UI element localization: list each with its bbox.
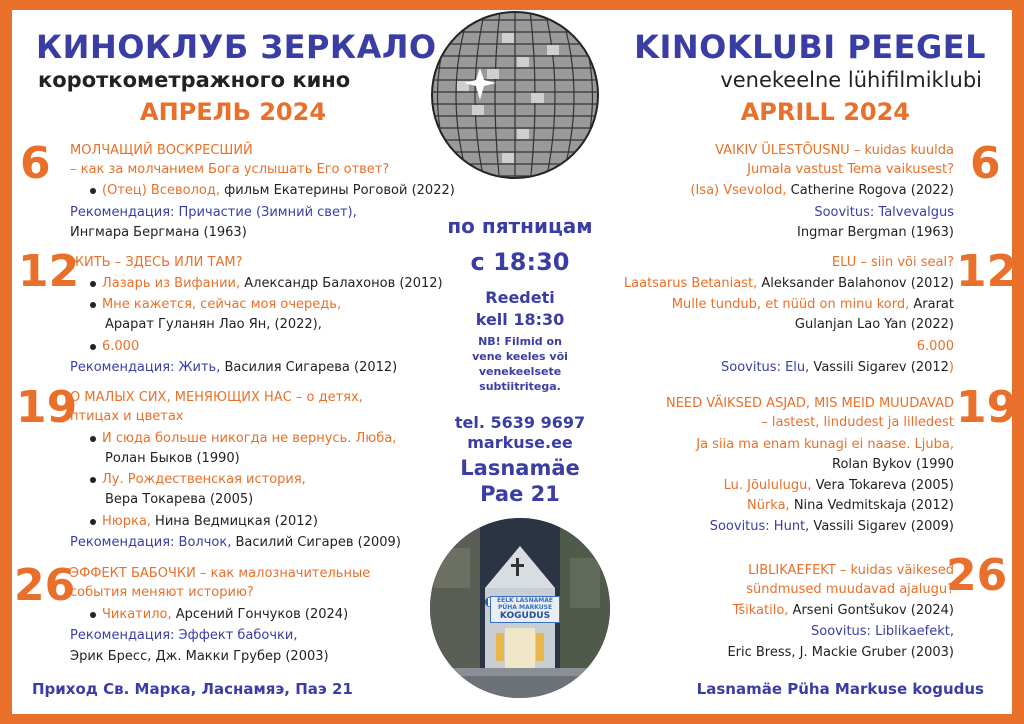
event-12-film2-author-ru: Арарат Гуланян Лао Ян, (2022), bbox=[105, 317, 322, 332]
event-6-film-et: (Isa) Vsevolod, Catherine Rogova (2022) bbox=[690, 183, 954, 198]
event-19-title-ru: О МАЛЫХ СИХ, МЕНЯЮЩИХ НАС – о детях, bbox=[70, 390, 363, 405]
event-26-title-ru: ЭФФЕКТ БАБОЧКИ – как малозначительные bbox=[70, 566, 371, 581]
event-26-subtitle-ru: события меняют историю? bbox=[70, 585, 254, 600]
church-sign: EELK LASNAMÄE PÜHA MARKUSE KOGUDUS bbox=[490, 596, 560, 623]
website: markuse.ee bbox=[467, 433, 573, 452]
event-6-film-ru: (Отец) Всеволод, фильм Екатерины Роговой (2022) bbox=[90, 181, 455, 200]
event-6-rec-author-et: Ingmar Bergman (1963) bbox=[797, 225, 954, 240]
time-ru: с 18:30 bbox=[470, 248, 570, 276]
event-19-title-et: NEED VÄIKSED ASJAD, MIS MEID MUUDAVAD bbox=[665, 396, 954, 411]
day-6-et: 6 bbox=[970, 138, 1001, 189]
bullet-icon bbox=[90, 612, 96, 618]
event-12-film2-author-et: Gulanjan Lao Yan (2022) bbox=[794, 317, 954, 332]
kell: kell 18:30 bbox=[475, 310, 565, 329]
event-26-rec-author-et: Eric Bress, J. Mackie Gruber (2003) bbox=[727, 645, 954, 660]
day-6-ru: 6 bbox=[20, 138, 51, 189]
day-19-ru: 19 bbox=[16, 382, 78, 433]
subtitle-ru: короткометражного кино bbox=[38, 68, 351, 92]
event-26-rec-author-ru: Эрик Бресс, Дж. Макки Грубер (2003) bbox=[70, 649, 329, 664]
event-19-subtitle-ru: птицах и цветах bbox=[70, 409, 184, 424]
bullet-icon bbox=[90, 477, 96, 483]
event-19-rec-ru: Рекомендация: Волчок, Василий Сигарев (2009) bbox=[70, 535, 401, 550]
event-19-film1-ru: И сюда больше никогда не вернусь. Люба, bbox=[90, 429, 396, 448]
event-26-rec-et: Soovitus: Liblikaefekt, bbox=[810, 624, 954, 639]
month-ru: АПРЕЛЬ 2024 bbox=[140, 98, 327, 126]
bullet-icon bbox=[90, 519, 96, 525]
event-19-film2-ru: Лу. Рождественская история, bbox=[90, 470, 306, 489]
bullet-icon bbox=[90, 344, 96, 350]
event-12-film1-ru: Лазарь из Вифании, Александр Балахонов (2012) bbox=[90, 274, 443, 293]
event-26-subtitle-et: sündmused muudavad ajalugu? bbox=[746, 582, 954, 597]
event-19-film2-author-ru: Вера Токарева (2005) bbox=[105, 492, 254, 507]
nb-line1: NB! Filmid on bbox=[478, 335, 562, 348]
event-12-film3-et: 6.000 bbox=[916, 339, 954, 354]
nb-line2: vene keeles või bbox=[472, 350, 568, 363]
event-6-title-et: VAIKIV ÜLESTÕUSNU – kuidas kuulda bbox=[715, 143, 954, 158]
event-12-film2-et: Mulle tundub, et nüüd on minu kord, Ararat bbox=[671, 297, 954, 312]
event-26-film1-ru: Чикатило, Арсений Гончуков (2024) bbox=[90, 605, 348, 624]
footer-et: Lasnamäe Püha Markuse kogudus bbox=[696, 680, 984, 698]
church-photo bbox=[430, 518, 610, 698]
event-19-film2-et: Lu. Jõululugu, Vera Tokareva (2005) bbox=[723, 478, 954, 493]
subtitle-et: venekeelne lühifilmiklubi bbox=[720, 68, 982, 92]
event-6-rec-ru: Рекомендация: Причастие (Зимний свет), bbox=[70, 205, 357, 220]
nb-line3: venekeelsete bbox=[478, 365, 562, 378]
place-line1: Lasnamäe bbox=[460, 456, 580, 480]
day-19-et: 19 bbox=[956, 382, 1018, 433]
poster-content bbox=[12, 10, 1018, 714]
event-19-film1-author-ru: Ролан Быков (1990) bbox=[105, 451, 240, 466]
event-12-film1-et: Laatsarus Betaniast, Aleksander Balahonov (2012) bbox=[623, 276, 954, 291]
day-26-et: 26 bbox=[946, 550, 1008, 601]
bullet-icon bbox=[90, 188, 96, 194]
day-26-ru: 26 bbox=[14, 560, 76, 611]
month-et: APRILL 2024 bbox=[740, 98, 910, 126]
event-19-rec-et: Soovitus: Hunt, Vassili Sigarev (2009) bbox=[709, 519, 954, 534]
event-19-subtitle-et: – lastest, lindudest ja lilledest bbox=[761, 415, 954, 430]
event-6-subtitle-et: Jumala vastust Tema vaikusest? bbox=[747, 162, 954, 177]
event-19-film3-et: Nürka, Nina Vedmitskaja (2012) bbox=[746, 498, 954, 513]
reedeti: Reedeti bbox=[485, 288, 555, 307]
fridays-ru: по пятницам bbox=[447, 214, 593, 238]
phone: tel. 5639 9697 bbox=[454, 413, 586, 432]
footer-ru: Приход Св. Марка, Ласнамяэ, Паэ 21 bbox=[32, 680, 353, 698]
title-et: KINOKLUBI PEEGEL bbox=[634, 28, 986, 66]
title-ru: КИНОКЛУБ ЗЕРКАЛО bbox=[36, 28, 437, 66]
bullet-icon bbox=[90, 281, 96, 287]
event-6-title-ru: МОЛЧАЩИЙ ВОСКРЕСШИЙ bbox=[70, 143, 253, 158]
event-6-rec-et: Soovitus: Talvevalgus bbox=[814, 205, 954, 220]
event-19-film1-et: Ja siia ma enam kunagi ei naase. Ljuba, bbox=[696, 437, 954, 452]
event-19-film1-author-et: Rolan Bykov (1990 bbox=[832, 457, 954, 472]
event-12-rec-et: Soovitus: Elu, Vassili Sigarev (2012) bbox=[721, 360, 954, 375]
event-19-film3-ru: Нюрка, Нина Ведмицкая (2012) bbox=[90, 512, 318, 531]
event-12-title-et: ELU – siin või seal? bbox=[831, 255, 954, 270]
event-26-rec-ru: Рекомендация: Эффект бабочки, bbox=[70, 628, 298, 643]
event-6-rec-author-ru: Ингмара Бергмана (1963) bbox=[70, 225, 247, 240]
event-26-film1-et: Tšikatilo, Arseni Gontšukov (2024) bbox=[732, 603, 954, 618]
event-12-film3-ru: 6.000 bbox=[90, 337, 139, 356]
nb-line4: subtiitritega. bbox=[479, 380, 561, 393]
event-26-title-et: LIBLIKAEFEKT – kuidas väikesed bbox=[748, 563, 954, 578]
day-12-et: 12 bbox=[956, 246, 1018, 297]
place-line2: Pae 21 bbox=[480, 482, 560, 506]
event-12-title-ru: ЖИТЬ – ЗДЕСЬ ИЛИ ТАМ? bbox=[70, 255, 243, 270]
bullet-icon bbox=[90, 302, 96, 308]
event-6-subtitle-ru: – как за молчанием Бога услышать Его ответ? bbox=[70, 162, 390, 177]
bullet-icon bbox=[90, 436, 96, 442]
disco-ball-icon bbox=[420, 10, 610, 185]
day-12-ru: 12 bbox=[18, 246, 80, 297]
event-12-film2-ru: Мне кажется, сейчас моя очередь, bbox=[90, 295, 341, 314]
event-12-rec-ru: Рекомендация: Жить, Василия Сигарева (2012) bbox=[70, 360, 398, 375]
